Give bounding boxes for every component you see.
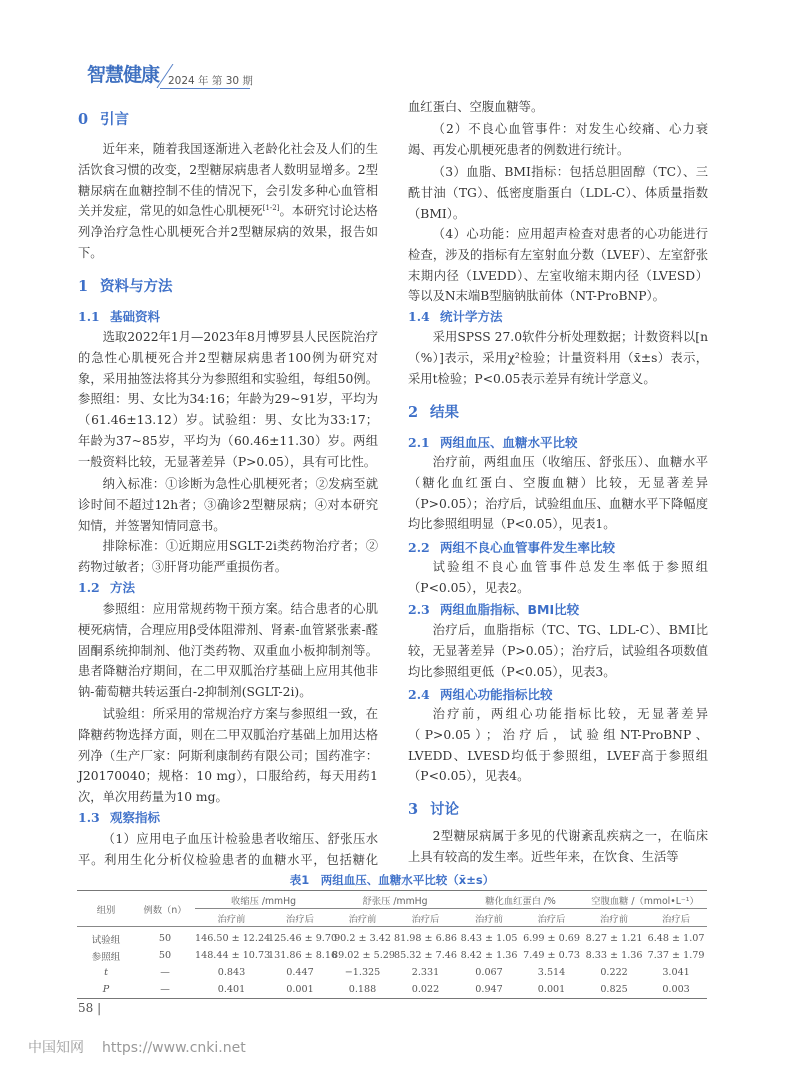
section-title: 统计学方法 [440, 309, 503, 324]
table-cell: 8.42 ± 1.36 [460, 950, 518, 961]
table-cell: 0.222 [600, 967, 628, 978]
header-after: 治疗后 [393, 909, 458, 927]
table-cell: 3.041 [662, 967, 690, 978]
intro-paragraph [78, 139, 378, 264]
subsection-heading-1-2 [78, 578, 135, 598]
table-1 [77, 890, 707, 999]
statistics-paragraph: 采用SPSS 27.0软件分析处理数据；计数资料以[n（%）]表示，采用χ²检验；计量资料用（x̄±s）表示，采用t检验；P<0.05表示差异有统计学意义。 [408, 330, 708, 386]
table-cell: 3.514 [537, 967, 566, 978]
table-cell: 0.001 [537, 984, 566, 995]
observation-3-paragraph: （3）血脂、BMI指标：包括总胆固醇（TC）、三酰甘油（TG）、低密度脂蛋白（LDL-C）、体质量指数（BMI）。 [408, 165, 708, 221]
table-row [77, 927, 707, 948]
citation-ref[interactable]: [1-2] [262, 204, 280, 213]
header-before: 治疗前 [583, 909, 645, 927]
text: 近年来，随着我国逐渐进入老龄化社会及人们的生活饮食习惯的改变，2型糖尿病患者人数明显增多。2型糖尿病在血糖控制不佳的情况下，会引发多种心血管相关并发症，常见的如急性心肌梗死 [78, 142, 378, 219]
header-systolic: 收缩压 /mmHg [231, 895, 296, 907]
results-2-1-paragraph: 治疗前，两组血压（收缩压、舒张压）、血糖水平（糖化血红蛋白、空腹血糖）比较，无显著差异（P>0.05）；治疗后，试验组血压、血糖水平下降幅度均比参照组明显（P<0.05），见表1。 [408, 455, 708, 532]
table-cell: −1.325 [344, 967, 381, 978]
page-number: 58 | [78, 1001, 102, 1015]
section-heading-methods [78, 277, 173, 297]
table-cell: 8.43 ± 1.05 [460, 933, 518, 944]
section-number: 1.1 [78, 309, 100, 324]
table-cell: 7.37 ± 1.79 [647, 950, 705, 961]
journal-logo: 智慧健康 [87, 64, 160, 86]
section-number: 2.3 [408, 602, 430, 617]
subsection-heading-2-2 [408, 538, 615, 558]
table-cell: 6.99 ± 0.69 [523, 933, 580, 944]
row-count: — [160, 984, 170, 995]
table-cell: 0.447 [286, 967, 314, 978]
table-header-row [77, 891, 707, 909]
table-cell: 89.02 ± 5.29 [332, 950, 395, 961]
discussion-paragraph: 2型糖尿病属于多见的代谢紊乱疾病之一，在临床上具有较高的发生率。近些年来，在饮食、生活等 [408, 829, 708, 864]
control-group-paragraph: 参照组：应用常规药物干预方案。结合患者的心肌梗死病情，合理应用β受体阻滞剂、肾素-血管紧张素-醛固酮系统抑制剂、他汀类药物、双重血小板抑制剂等。患者降糖治疗期间，在二甲双胍治疗基础上应用其他非钠-葡萄糖共转运蛋白-2抑制剂(SGLT-2i)。 [78, 602, 378, 700]
table-cell: 0.001 [286, 984, 314, 995]
table-row [77, 947, 707, 964]
table-cell: 0.825 [600, 984, 628, 995]
table-cell: 0.003 [662, 984, 690, 995]
table-cell: 125.46 ± 9.70 [268, 933, 338, 944]
footer-site: 中国知网 [28, 1040, 84, 1056]
section-number: 1.4 [408, 309, 430, 324]
section-number: 2.4 [408, 687, 430, 702]
section-title: 两组心功能指标比较 [440, 687, 553, 702]
subsection-heading-2-4 [408, 685, 553, 705]
table-cell: 8.33 ± 1.36 [585, 950, 643, 961]
table-cell: 85.32 ± 7.46 [394, 950, 457, 961]
row-label: 试验组 [91, 934, 121, 946]
header-diastolic: 舒张压 /mmHg [362, 895, 428, 907]
table-cell: 90.2 ± 3.42 [334, 933, 391, 944]
header-after: 治疗后 [268, 909, 332, 927]
subsection-heading-1-3 [78, 808, 160, 828]
row-count: 50 [158, 933, 172, 944]
table-cell: 8.27 ± 1.21 [585, 933, 643, 944]
header-count: 例数（n） [135, 891, 195, 927]
section-title: 方法 [110, 580, 136, 595]
section-number: 3 [408, 801, 419, 818]
header-hba1c: 糖化血红蛋白 /% [485, 895, 556, 907]
observation-1-continued: 血红蛋白、空腹血糖等。 [408, 100, 544, 114]
header-underline [160, 88, 250, 89]
section-heading-intro [78, 110, 129, 130]
results-2-4-paragraph: 治疗前，两组心功能指标比较，无显著差异（P>0.05）；治疗后，试验组NT-ProBNP、LVEDD、LVESD均低于参照组，LVEF高于参照组（P<0.05），见表4。 [408, 707, 708, 784]
table-cell: 0.843 [217, 967, 246, 978]
table-cell: 81.98 ± 6.86 [394, 933, 457, 944]
section-heading-results [408, 403, 459, 423]
row-label: t [104, 967, 108, 978]
header-after: 治疗后 [645, 909, 707, 927]
section-number: 0 [78, 111, 89, 128]
header-group: 组别 [77, 891, 135, 927]
section-title: 结果 [430, 405, 459, 421]
table-cell: 0.401 [217, 984, 246, 995]
exclusion-paragraph: 排除标准：①近期应用SGLT-2i类药物治疗者；②药物过敏者；③肝肾功能严重损伤者。 [78, 539, 378, 574]
issue-label: 2024 年 第 30 期 [168, 75, 253, 87]
row-label: 参照组 [91, 951, 121, 963]
observation-4-paragraph: （4）心功能：应用超声检查对患者的心功能进行检查，涉及的指标有左室射血分数（LVEF）、左室舒张末期内径（LVEDD）、左室收缩末期内径（LVESD）等以及N末端B型脑钠肽前体（NT-ProBNP）。 [408, 227, 708, 304]
section-number: 2.1 [408, 435, 430, 450]
text: 。本研究讨论达格列净治疗急性心肌梗死合并2型糖尿病的效果，报告如下。 [78, 204, 378, 260]
section-number: 1.3 [78, 810, 100, 825]
header-fpg: 空腹血糖 /（mmol•L⁻¹） [591, 895, 699, 907]
table-cell: 0.947 [475, 984, 503, 995]
section-heading-discussion [408, 800, 459, 820]
table-cell: 7.49 ± 0.73 [523, 950, 580, 961]
observation-2-paragraph: （2）不良心血管事件：对发生心绞痛、心力衰竭、再发心肌梗死患者的例数进行统计。 [408, 122, 708, 157]
section-title: 讨论 [430, 802, 459, 818]
subsection-heading-1-4 [408, 307, 503, 327]
section-title: 基础资料 [110, 309, 161, 324]
section-title: 观察指标 [110, 810, 161, 825]
row-count: 50 [158, 950, 172, 961]
table-cell: 0.188 [348, 984, 377, 995]
results-2-3-paragraph: 治疗后，血脂指标（TC、TG、LDL-C）、BMI比较，无显著差异（P>0.05）；治疗后，试验组各项数值均比参照组更低（P<0.05），见表3。 [408, 623, 708, 679]
footer-url[interactable]: https://www.cnki.net [102, 1040, 246, 1056]
section-number: 2 [408, 404, 419, 421]
table-cell: 148.44 ± 10.73 [195, 950, 271, 961]
section-title: 两组血压、血糖水平比较 [440, 435, 578, 450]
section-number: 2.2 [408, 540, 430, 555]
observation-1-paragraph: （1）应用电子血压计检验患者收缩压、舒张压水平。利用生化分析仪检验患者的血糖水平，包括糖化 [78, 832, 378, 867]
section-title: 资料与方法 [100, 279, 173, 295]
table-cell: 0.067 [475, 967, 503, 978]
table-caption: 表1 两组血压、血糖水平比较（x̄±s） [289, 873, 495, 887]
section-title: 引言 [100, 112, 129, 128]
header-before: 治疗前 [332, 909, 393, 927]
table-cell: 2.331 [411, 967, 440, 978]
row-count: — [160, 967, 170, 978]
table-cell: 146.50 ± 12.24 [195, 933, 271, 944]
subsection-heading-2-1 [408, 433, 578, 453]
table-cell: 131.86 ± 8.16 [268, 950, 338, 961]
header-after: 治疗后 [520, 909, 583, 927]
header-before: 治疗前 [458, 909, 520, 927]
section-number: 1.2 [78, 580, 100, 595]
inclusion-paragraph: 纳入标准：①诊断为急性心肌梗死者；②发病至就诊时间不超过12h者；③确诊2型糖尿病；④对本研究知情，并签署知情同意书。 [78, 477, 378, 533]
table-row [77, 964, 707, 981]
section-title: 两组血脂指标、BMI比较 [440, 602, 580, 617]
baseline-paragraph: 选取2022年1月—2023年8月博罗县人民医院治疗的急性心肌梗死合并2型糖尿病患者100例为研究对象，采用抽签法将其分为参照组和实验组，每组50例。参照组：男、女比为34:16；年龄为29~91岁，平均为（61.46±13.12）岁。试验组：男、女比为33:17；年龄为37~85岁，平均为（60.46±11.30）岁。两组一般资料比较，无显著差异（P>0.05），具有可比性。 [78, 330, 378, 469]
subsection-heading-1-1 [78, 307, 160, 327]
header-before: 治疗前 [195, 909, 268, 927]
section-number: 1 [78, 278, 89, 295]
section-title: 两组不良心血管事件发生率比较 [440, 540, 616, 555]
results-2-2-paragraph: 试验组不良心血管事件总发生率低于参照组（P<0.05），见表2。 [408, 560, 708, 595]
test-group-paragraph: 试验组：所采用的常规治疗方案与参照组一致，在降糖药物选择方面，则在二甲双胍治疗基础上加用达格列净（生产厂家：阿斯利康制药有限公司；国药准字：J20170040；规格：10 mg），口服给药，每天用药1次，单次用药量为10 mg。 [78, 707, 378, 805]
footer-watermark [28, 1037, 246, 1057]
table-row [77, 981, 707, 999]
table-cell: 0.022 [411, 984, 440, 995]
subsection-heading-2-3 [408, 600, 579, 620]
table-cell: 6.48 ± 1.07 [647, 933, 705, 944]
row-label: P [102, 984, 110, 995]
